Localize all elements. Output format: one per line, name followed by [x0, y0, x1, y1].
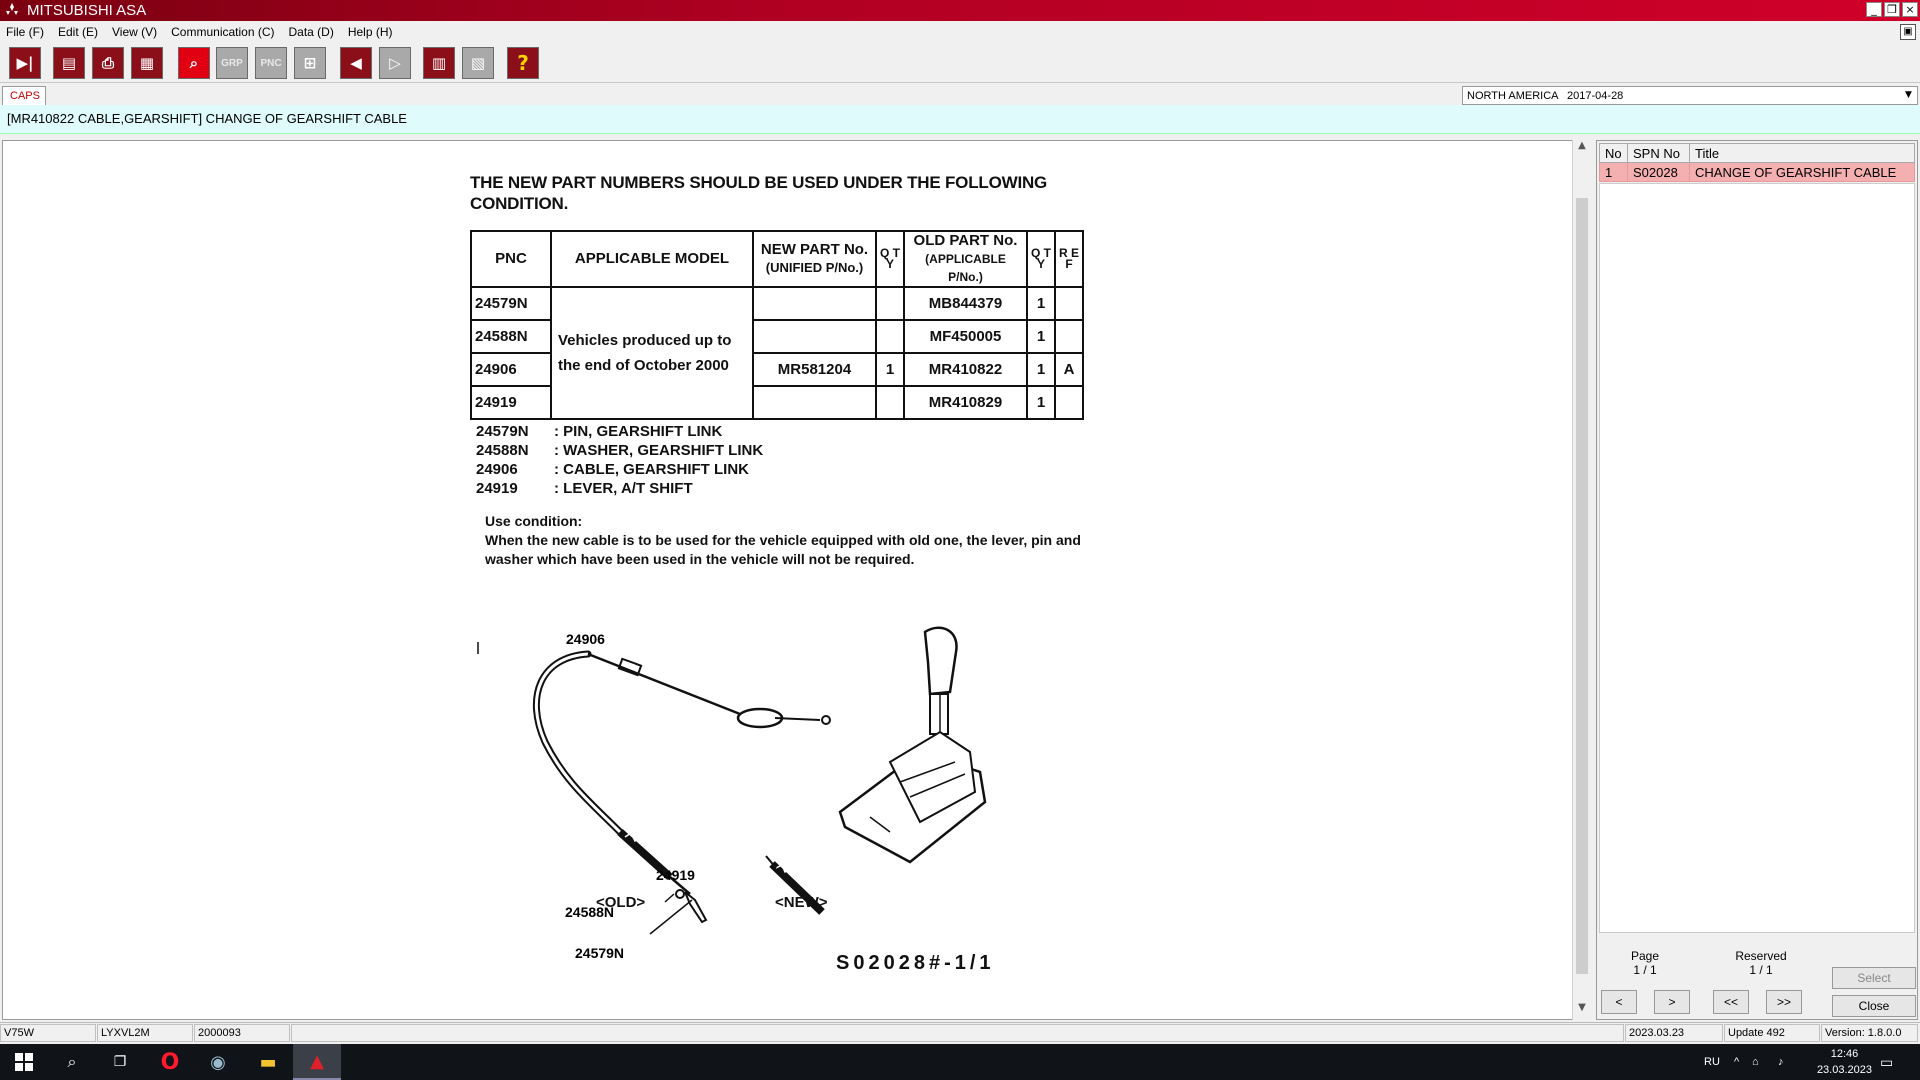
reserved-value: 1 / 1 [1749, 963, 1773, 977]
catalog-icon: ▤ [61, 54, 77, 72]
mdi-window-icon[interactable]: ▣ [1900, 24, 1916, 40]
old-part-cell: MF450005 [904, 320, 1027, 353]
status-version: Version: 1.8.0.0 [1821, 1024, 1918, 1042]
menu-file[interactable]: File (F) [6, 25, 44, 39]
pnc-label: PNC [260, 57, 282, 69]
header-ref: R E F [1055, 231, 1083, 287]
task-view-button[interactable] [96, 1044, 144, 1080]
import-button[interactable] [462, 47, 494, 79]
bulletin-heading [470, 172, 1090, 214]
new-qty-cell: 1 [876, 353, 904, 386]
last-page-button[interactable]: >> [1766, 990, 1802, 1014]
cable-drawing [536, 654, 620, 832]
ref-cell [1055, 287, 1083, 320]
help-button[interactable] [507, 47, 539, 79]
windows-logo-icon [15, 1053, 33, 1071]
pnc-cell: 24588N [471, 320, 551, 353]
list-item [476, 441, 763, 460]
arrow-right-icon: ▷ [389, 54, 401, 72]
new-qty-cell [876, 287, 904, 320]
title-bar [0, 0, 1920, 21]
header-pnc: PNC [471, 231, 551, 287]
old-part-sub: (APPLICABLE P/No.) [925, 252, 1006, 284]
header-no[interactable]: No [1600, 144, 1628, 163]
status-update: Update 492 [1724, 1024, 1820, 1042]
status-bar [0, 1022, 1920, 1042]
task-view-icon: ❐ [113, 1054, 127, 1070]
grp-button[interactable] [216, 47, 248, 79]
new-part-label: NEW PART No. [760, 241, 869, 258]
tab-caps[interactable]: CAPS [2, 86, 46, 105]
old-part-label: OLD PART No. [913, 232, 1018, 249]
list-item [476, 479, 763, 498]
close-button[interactable]: Close [1832, 995, 1916, 1017]
spn-no-cell[interactable]: 1 [1600, 163, 1628, 182]
pnc-cell: 24579N [471, 287, 551, 320]
forward-button[interactable] [379, 47, 411, 79]
select-button[interactable]: Select [1832, 967, 1916, 989]
new-qty-cell [876, 386, 904, 419]
use-condition-title: Use condition: [485, 513, 583, 529]
page-info [1620, 949, 1670, 977]
tab-strip [0, 86, 1920, 105]
windows-taskbar [0, 1044, 1920, 1080]
volume-icon[interactable]: ♪ [1778, 1056, 1784, 1068]
legend-desc: : CABLE, GEARSHIFT LINK [554, 461, 749, 478]
restore-button[interactable]: ❐ [1884, 2, 1900, 17]
diagram-label-washer: 24588N [565, 904, 615, 920]
region-select[interactable] [1462, 86, 1918, 105]
new-part-cell: MR581204 [753, 353, 876, 386]
reserved-label: Reserved [1735, 949, 1787, 963]
region-value: NORTH AMERICA 2017-04-28 [1467, 90, 1624, 102]
legend-desc: : LEVER, A/T SHIFT [554, 480, 693, 497]
header-new-part [753, 231, 876, 287]
page-value: 1 / 1 [1633, 963, 1657, 977]
legend-desc: : WASHER, GEARSHIFT LINK [554, 442, 764, 459]
folder-icon: ▬ [259, 1051, 277, 1073]
menu-help[interactable]: Help (H) [347, 25, 393, 39]
service-bulletin [470, 172, 1090, 974]
clock-time: 12:46 [1830, 1048, 1859, 1060]
network-icon[interactable]: ⌂ [1752, 1056, 1759, 1068]
status-spacer [291, 1024, 1624, 1042]
diagram-label-new: <NEW> [775, 894, 828, 911]
globe-app-icon: ◉ [210, 1051, 226, 1073]
new-qty-cell [876, 320, 904, 353]
pnc-button[interactable] [255, 47, 287, 79]
prev-page-button[interactable]: < [1601, 990, 1637, 1014]
ref-cell: A [1055, 353, 1083, 386]
ref-cell [1055, 386, 1083, 419]
header-old-part [904, 231, 1027, 287]
diagram-label-lever: 24919 [656, 867, 695, 883]
new-part-cell [753, 320, 876, 353]
list-item [476, 422, 763, 441]
app-button[interactable] [194, 1044, 242, 1080]
spn-panel [1596, 140, 1918, 1020]
input-language[interactable]: RU [1704, 1056, 1720, 1068]
spn-code-cell[interactable]: S02028 [1628, 163, 1690, 182]
spn-title-cell[interactable]: CHANGE OF GEARSHIFT CABLE [1690, 163, 1915, 182]
clock-date: 23.03.2023 [1816, 1064, 1872, 1076]
header-model: APPLICABLE MODEL [551, 231, 753, 287]
use-condition-text: When the new cable is to be used for the vehicle equipped with old one, the lever, pin and washer which have been used in the vehicle will not be required. [485, 532, 1081, 567]
menu-bar [0, 21, 1920, 43]
first-page-button[interactable]: << [1713, 990, 1749, 1014]
old-part-cell: MR410822 [904, 353, 1027, 386]
exit-icon: ▶| [16, 54, 34, 72]
exit-button[interactable] [9, 47, 41, 79]
menu-data[interactable]: Data (D) [288, 25, 334, 39]
magnifier-icon: ⌕ [189, 54, 199, 72]
menu-communication[interactable]: Communication (C) [171, 25, 275, 39]
heading-line-1: THE NEW PART NUMBERS SHOULD BE USED UNDER THE FOLLOWING [470, 173, 1048, 192]
help-icon: ? [517, 51, 529, 75]
spn-table [1599, 143, 1915, 182]
status-model: V75W [0, 1024, 96, 1042]
menu-edit[interactable]: Edit (E) [58, 25, 99, 39]
start-button[interactable] [0, 1044, 48, 1080]
grid-view-button[interactable] [294, 47, 326, 79]
old-qty-cell: 1 [1027, 320, 1055, 353]
minimize-button[interactable]: _ [1866, 2, 1882, 17]
import-icon: ▧ [470, 54, 486, 72]
file-explorer-app[interactable] [244, 1044, 292, 1080]
search-button[interactable] [178, 47, 210, 79]
opera-icon: O [160, 1049, 180, 1075]
status-number: 2000093 [194, 1024, 290, 1042]
use-condition [485, 512, 1095, 569]
legend-code: 24906 [476, 461, 518, 478]
old-qty-cell: 1 [1027, 287, 1055, 320]
export-icon: ▥ [431, 54, 447, 72]
vertical-scrollbar[interactable] [1572, 140, 1590, 1020]
opera-app[interactable] [146, 1044, 194, 1080]
new-part-cell [753, 386, 876, 419]
mitsubishi-app-icon: ▲ [310, 1050, 324, 1072]
system-clock[interactable] [1817, 1046, 1872, 1078]
menu-view[interactable]: View (V) [112, 25, 158, 39]
part-caption: [MR410822 CABLE,GEARSHIFT] CHANGE OF GEARSHIFT CABLE [0, 105, 1920, 134]
header-title[interactable]: Title [1690, 144, 1915, 163]
old-qty-cell: 1 [1027, 353, 1055, 386]
legend-desc: : PIN, GEARSHIFT LINK [554, 423, 723, 440]
pnc-cell: 24906 [471, 353, 551, 386]
arrow-left-icon: ◀ [350, 54, 362, 72]
new-part-sub: (UNIFIED P/No.) [765, 260, 864, 275]
back-button[interactable] [340, 47, 372, 79]
grid-icon: ⊞ [303, 54, 317, 72]
pnc-legend [476, 422, 763, 498]
print-preview-icon: ▦ [139, 54, 155, 72]
scroll-down-icon[interactable]: ▼ [1578, 1002, 1586, 1013]
ref-cell [1055, 320, 1083, 353]
mitsubishi-asa-app[interactable] [293, 1044, 341, 1080]
header-qty: Q T Y [876, 231, 904, 287]
print-button[interactable] [92, 47, 124, 79]
legend-code: 24919 [476, 480, 518, 497]
bulletin-code: S02028#-1/1 [836, 952, 995, 974]
status-date: 2023.03.23 [1625, 1024, 1723, 1042]
heading-line-2: CONDITION. [470, 194, 569, 213]
grp-label: GRP [221, 57, 243, 69]
search-taskbar-button[interactable] [48, 1044, 96, 1080]
search-icon: ⌕ [67, 1052, 77, 1071]
old-qty-cell: 1 [1027, 386, 1055, 419]
legend-code: 24588N [476, 442, 529, 459]
pnc-cell: 24919 [471, 386, 551, 419]
chevron-down-icon: ▼ [1905, 90, 1912, 100]
new-part-cell [753, 287, 876, 320]
list-item [476, 460, 763, 479]
old-part-cell: MR410829 [904, 386, 1027, 419]
reserved-info [1726, 949, 1796, 977]
table-row[interactable] [1600, 163, 1915, 182]
window-title: MITSUBISHI ASA [27, 2, 147, 19]
scroll-thumb[interactable] [1576, 198, 1588, 974]
parts-table [470, 230, 1084, 420]
catalog-button[interactable] [53, 47, 85, 79]
spn-list-area [1599, 183, 1915, 933]
model-cell: Vehicles produced up to the end of October 2000 [551, 287, 753, 419]
diagram-label-old: <OLD> [596, 894, 646, 911]
status-code: LYXVL2M [97, 1024, 193, 1042]
notifications-icon[interactable]: ▭ [1880, 1053, 1894, 1070]
header-qty-2: Q T Y [1027, 231, 1055, 287]
diagram-label-pin: 24579N [575, 945, 625, 961]
table-row [471, 287, 1083, 320]
page-label: Page [1630, 949, 1660, 963]
diagram-label-cable: 24906 [566, 631, 605, 647]
header-spn[interactable]: SPN No [1628, 144, 1690, 163]
next-page-button[interactable]: > [1654, 990, 1690, 1014]
print-preview-button[interactable] [131, 47, 163, 79]
scroll-up-icon[interactable]: ▲ [1578, 140, 1586, 151]
mitsubishi-logo-icon [4, 3, 20, 18]
legend-code: 24579N [476, 423, 529, 440]
old-part-cell: MB844379 [904, 287, 1027, 320]
tray-chevron-icon[interactable]: ^ [1734, 1056, 1740, 1068]
toolbar [0, 43, 1920, 83]
printer-icon: ⎙ [101, 54, 114, 72]
export-button[interactable] [423, 47, 455, 79]
close-window-button[interactable]: × [1902, 2, 1918, 17]
